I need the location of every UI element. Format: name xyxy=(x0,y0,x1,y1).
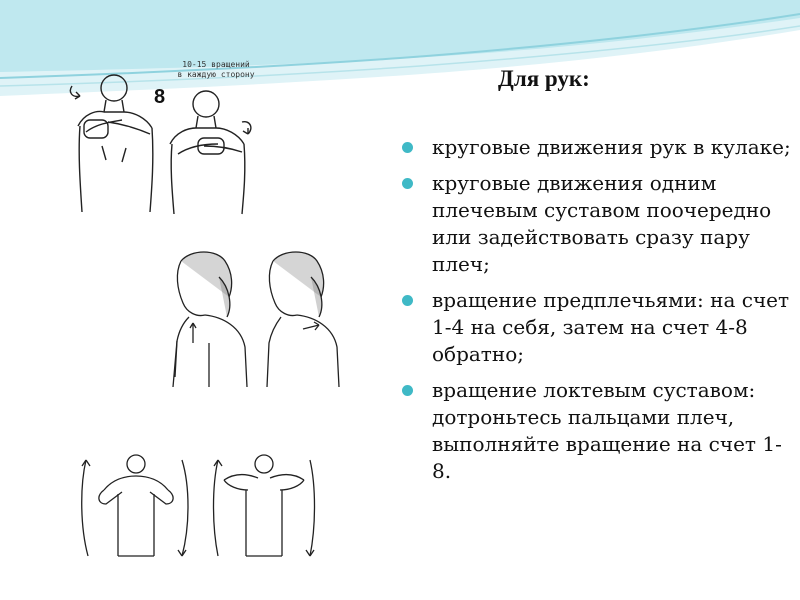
list-item xyxy=(400,377,792,485)
elbow-rotation-illustration xyxy=(78,446,324,574)
bullet-text: вращение предплечьями: на счет 1-4 на себя, затем на счет 4-8 обратно; xyxy=(432,288,790,366)
slide-title: Для рук: xyxy=(498,66,590,91)
bullet-text: вращение локтевым суставом: дотроньтесь пальцами плеч, выполняйте вращение на счет 1-8. xyxy=(432,378,782,483)
exercise-bullet-list xyxy=(400,134,792,494)
bullet-dot-icon xyxy=(402,142,413,153)
shoulder-rotation-illustration xyxy=(163,247,363,399)
count-number: 8 xyxy=(154,86,166,108)
list-item xyxy=(400,287,792,368)
caption-line-2: в каждую сторону xyxy=(177,70,255,79)
bullet-dot-icon xyxy=(402,385,413,396)
bullet-text: круговые движения одним плечевым суставом поочередно или задействовать сразу пару плеч; xyxy=(432,171,772,276)
bullet-dot-icon xyxy=(402,178,413,189)
rotation-count-caption xyxy=(168,60,264,80)
caption-line-1: 10-15 вращений xyxy=(182,60,250,69)
list-item xyxy=(400,134,792,161)
bullet-dot-icon xyxy=(402,295,413,306)
list-item xyxy=(400,170,792,278)
bullet-text: круговые движения рук в кулаке; xyxy=(432,135,791,159)
